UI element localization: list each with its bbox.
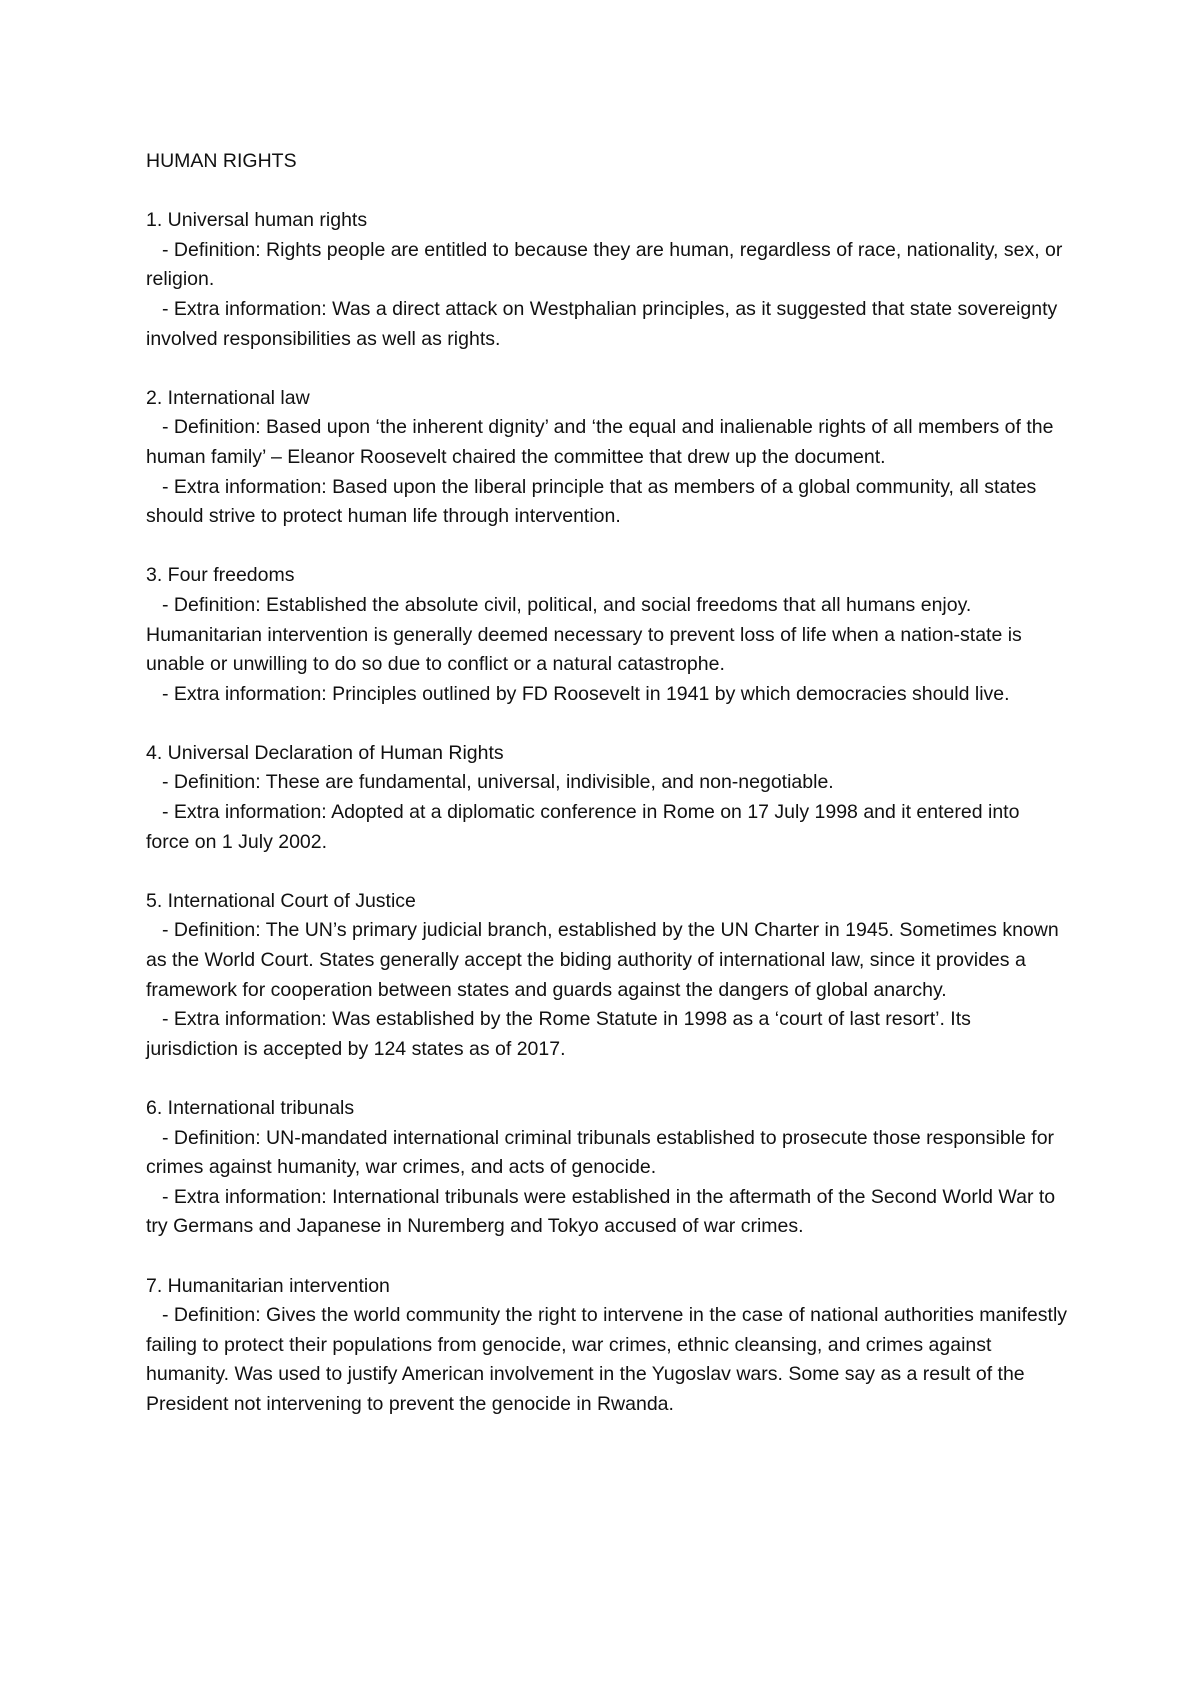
term-definition: - Definition: UN-mandated international criminal tribunals established to prosecute those responsible for crimes against humanity, war crimes, and acts of genocide.: [146, 1126, 1055, 1179]
term-heading: 7. Humanitarian intervention: [146, 1274, 390, 1297]
term-heading: 5. International Court of Justice: [146, 889, 416, 912]
term-section-5: [146, 887, 1068, 1065]
term-extra-information: - Extra information: Based upon the liberal principle that as members of a global community, all states should strive to protect human life through intervention.: [146, 475, 1037, 528]
term-section-4: [146, 739, 1068, 857]
term-heading: 6. International tribunals: [146, 1097, 355, 1119]
term-heading: 2. International law: [146, 386, 310, 409]
term-definition: - Definition: These are fundamental, universal, indivisible, and non-negotiable.: [162, 771, 834, 794]
term-section-1: [146, 206, 1068, 354]
term-section-3: [146, 561, 1068, 709]
term-definition: - Definition: Based upon ‘the inherent dignity’ and ‘the equal and inalienable rights of all members of the human family’ – Eleanor Roosevelt chaired the committee that drew up the document.: [146, 416, 1054, 468]
term-extra-information: - Extra information: Adopted at a diplomatic conference in Rome on 17 July 1998 and it entered into force on 1 July 2002.: [146, 801, 1020, 853]
term-extra-information: - Extra information: Principles outlined by FD Roosevelt in 1941 by which democracies should live.: [162, 682, 1010, 705]
term-heading: 1. Universal human rights: [146, 209, 368, 232]
term-definition: - Definition: Gives the world community the right to intervene in the case of national authorities manifestly failing to protect their populations from genocide, war crimes, ethnic cleansing, and crimes against humanity. Was used to justify American involvement in the Yugoslav wars. Some say as a result of the President not intervening to prevent the genocide in Rwanda.: [146, 1304, 1068, 1415]
term-definition: - Definition: Rights people are entitled to because they are human, regardless of race, nationality, sex, or religion.: [146, 238, 1063, 291]
term-heading: 4. Universal Declaration of Human Rights: [146, 741, 504, 764]
document-body: [146, 147, 1068, 1449]
term-extra-information: - Extra information: Was established by the Rome Statute in 1998 as a ‘court of last resort’. Its jurisdiction is accepted by 124 states as of 2017.: [146, 1008, 971, 1060]
term-definition: - Definition: The UN’s primary judicial branch, established by the UN Charter in 1945. Sometimes known as the World Court. States generally accept the biding authority of international law, since it provides a framework for cooperation between states and guards against the dangers of global anarchy.: [146, 919, 1059, 1001]
term-extra-information: - Extra information: Was a direct attack on Westphalian principles, as it suggested that state sovereignty involved responsibilities as well as rights.: [146, 297, 1058, 350]
term-section-6: [146, 1094, 1068, 1242]
term-section-2: [146, 384, 1068, 532]
term-extra-information: - Extra information: International tribunals were established in the aftermath of the Second World War to try Germans and Japanese in Nuremberg and Tokyo accused of war crimes.: [146, 1185, 1056, 1238]
term-heading: 3. Four freedoms: [146, 564, 295, 587]
term-section-7: [146, 1272, 1068, 1420]
document-title: HUMAN RIGHTS: [146, 150, 297, 172]
term-definition: - Definition: Established the absolute civil, political, and social freedoms that all humans enjoy. Humanitarian intervention is generally deemed necessary to prevent loss of life when a nation-state is unable or unwilling to do so due to conflict or a natural catastrophe.: [146, 593, 1022, 676]
